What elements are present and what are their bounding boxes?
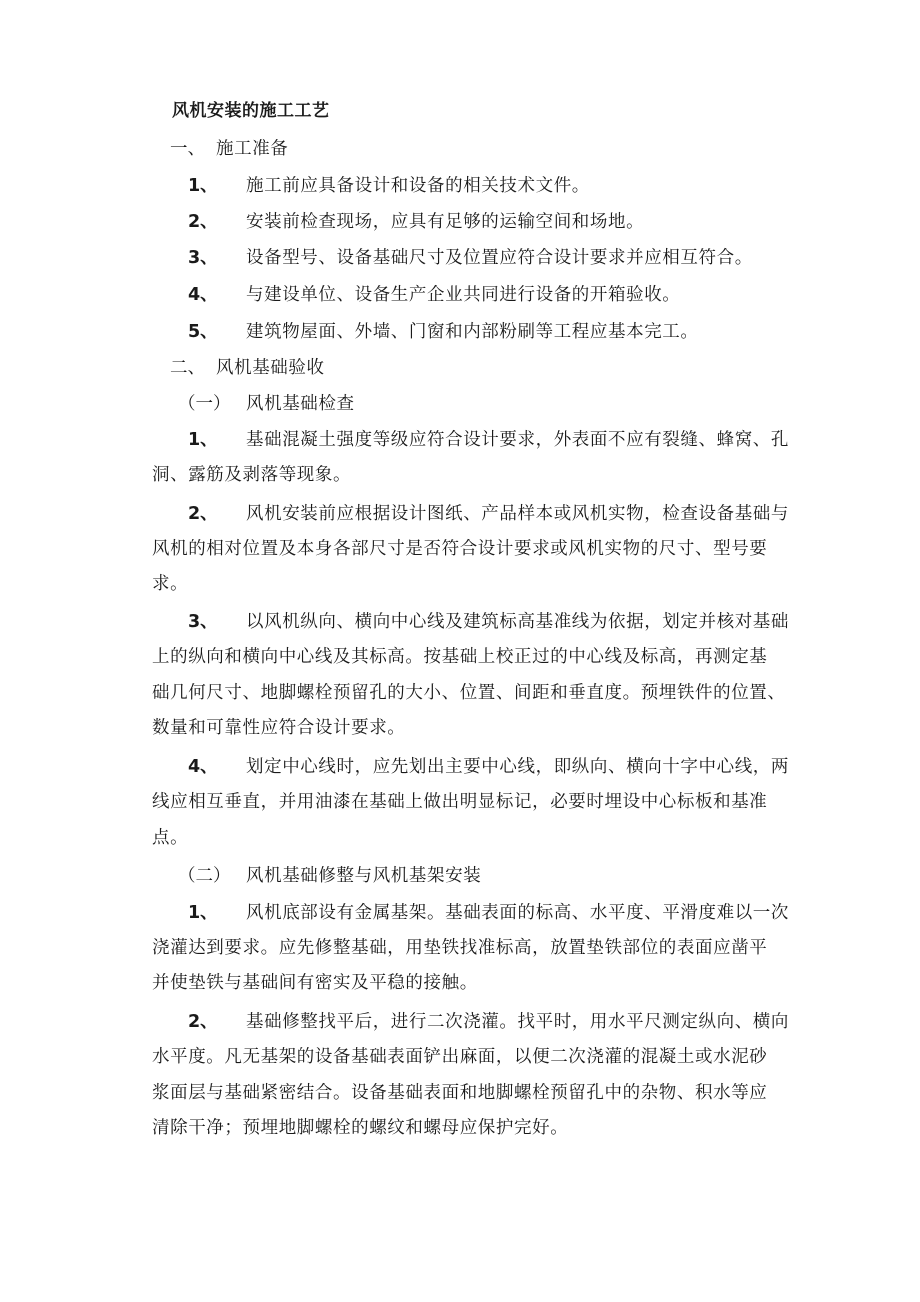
s2a-item-2-number: 2、 [188,504,218,524]
s2a-item-4-line-3: 点。 [152,828,189,848]
s2a-item-4-line-2: 线应相互垂直，并用油漆在基础上做出明显标记，必要时埋设中心标板和基准 [152,792,768,812]
subsection-2-marker: （二） [178,866,231,886]
s2a-item-3-line-4: 数量和可靠性应符合设计要求。 [152,718,406,738]
section-2-heading: 风机基础验收 [216,358,325,378]
s2b-item-1-number: 1、 [188,903,218,923]
s2b-item-2-line-2: 水平度。凡无基架的设备基础表面铲出麻面，以便二次浇灌的混凝土或水泥砂 [152,1047,768,1067]
s2b-item-1-line-2: 浇灌达到要求。应先修整基础，用垫铁找准标高，放置垫铁部位的表面应凿平 [152,938,768,958]
s2a-item-3-line-3: 础几何尺寸、地脚螺栓预留孔的大小、位置、间距和垂直度。预埋铁件的位置、 [152,683,786,703]
subsection-1-marker: （一） [178,394,231,414]
s2b-item-2-line-4: 清除干净；预埋地脚螺栓的螺纹和螺母应保护完好。 [152,1118,569,1138]
document-title: 风机安装的施工工艺 [172,101,330,121]
s2b-item-2-number: 2、 [188,1012,218,1032]
s1-item-5-text: 建筑物屋面、外墙、门窗和内部粉刷等工程应基本完工。 [246,322,699,342]
s1-item-1-number: 1、 [188,176,218,196]
s2a-item-3-line-2: 上的纵向和横向中心线及其标高。按基础上校正过的中心线及标高，再测定基 [152,647,768,667]
s2a-item-3-line-1: 以风机纵向、横向中心线及建筑标高基准线为依据，划定并核对基础 [246,612,789,632]
s1-item-4-text: 与建设单位、设备生产企业共同进行设备的开箱验收。 [246,285,681,305]
subsection-1-heading: 风机基础检查 [246,394,355,414]
section-2-marker: 二、 [170,358,205,378]
s1-item-5-number: 5、 [188,322,218,342]
s2a-item-4-line-1: 划定中心线时，应先划出主要中心线，即纵向、横向十字中心线，两 [246,757,789,777]
s2b-item-1-line-3: 并使垫铁与基础间有密实及平稳的接触。 [152,973,478,993]
s1-item-4-number: 4、 [188,285,218,305]
s2a-item-3-number: 3、 [188,612,218,632]
section-1-marker: 一、 [170,139,205,159]
s2a-item-2-line-3: 求。 [152,574,189,594]
s2a-item-2-line-2: 风机的相对位置及本身各部尺寸是否符合设计要求或风机实物的尺寸、型号要 [152,539,768,559]
s1-item-2-text: 安装前检查现场，应具有足够的运输空间和场地。 [246,212,645,232]
subsection-2-heading: 风机基础修整与风机基架安装 [246,866,482,886]
s1-item-3-text: 设备型号、设备基础尺寸及位置应符合设计要求并应相互符合。 [246,248,753,268]
s1-item-1-text: 施工前应具备设计和设备的相关技术文件。 [246,176,590,196]
section-1-heading: 施工准备 [216,139,289,159]
s2a-item-4-number: 4、 [188,757,218,777]
s2a-item-2-line-1: 风机安装前应根据设计图纸、产品样本或风机实物，检查设备基础与 [246,504,789,524]
s2a-item-1-number: 1、 [188,430,218,450]
s1-item-3-number: 3、 [188,248,218,268]
s1-item-2-number: 2、 [188,212,218,232]
s2b-item-1-line-1: 风机底部设有金属基架。基础表面的标高、水平度、平滑度难以一次 [246,903,789,923]
s2b-item-2-line-3: 浆面层与基础紧密结合。设备基础表面和地脚螺栓预留孔中的杂物、积水等应 [152,1083,768,1103]
s2a-item-1-line-2: 洞、露筋及剥落等现象。 [152,465,352,485]
s2a-item-1-line-1: 基础混凝土强度等级应符合设计要求，外表面不应有裂缝、蜂窝、孔 [246,430,789,450]
s2b-item-2-line-1: 基础修整找平后，进行二次浇灌。找平时，用水平尺测定纵向、横向 [246,1012,789,1032]
